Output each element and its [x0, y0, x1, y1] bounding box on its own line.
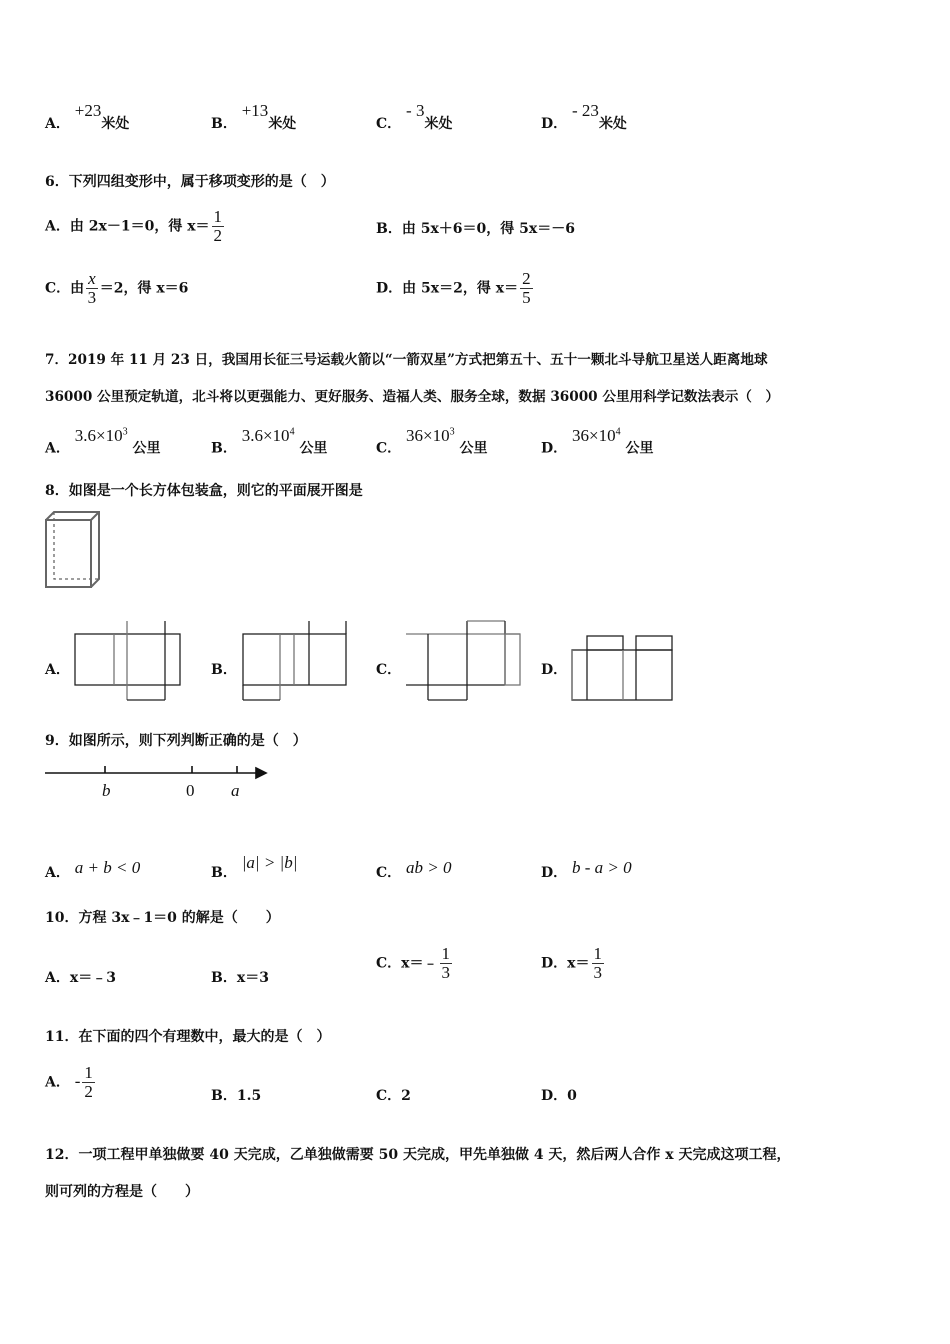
cuboid-figure — [46, 512, 99, 587]
minus-sign: - — [74, 1071, 81, 1091]
option-value: +13 — [241, 101, 269, 120]
numerator: 1 — [441, 944, 451, 963]
option-label: B． — [211, 440, 237, 457]
q9-stem: 9．如图所示，则下列判断正确的是（ ） — [45, 733, 307, 749]
q9-option-b[interactable] — [211, 853, 298, 883]
q11-option-a[interactable] — [45, 1064, 97, 1101]
option-label: D． — [541, 1088, 568, 1104]
q11-option-c[interactable] — [376, 1086, 411, 1106]
arrow-icon — [256, 768, 266, 778]
base: 3.6×10 — [74, 425, 123, 445]
q10-option-a[interactable] — [45, 968, 116, 988]
net-b-label: B． — [211, 662, 237, 678]
option-text: 由 2x－1＝0，得 x＝ — [69, 218, 210, 235]
option-expr: a + b < 0 — [74, 858, 141, 877]
option-text: x＝ — [567, 955, 590, 972]
option-text: 1.5 — [236, 1088, 262, 1104]
q11-option-b[interactable] — [211, 1086, 261, 1106]
option-label: D． — [541, 955, 568, 972]
q9-option-a[interactable] — [45, 858, 141, 883]
q10-stem: 10．方程 3x﹣1＝0 的解是（ ） — [45, 910, 280, 926]
option-text: x＝3 — [236, 970, 269, 986]
option-label: B． — [211, 1088, 237, 1104]
option-unit: 米处 — [598, 116, 627, 132]
option-label: A． — [45, 116, 70, 132]
q12-stem-line2: 则可列的方程是（ ） — [45, 1184, 199, 1200]
option-unit: 公里 — [625, 440, 654, 457]
axis-label-zero: 0 — [186, 781, 195, 800]
option-label: B． — [211, 865, 237, 881]
exponent: 4 — [615, 426, 621, 437]
option-text: 由 — [70, 280, 85, 297]
option-label: A． — [45, 865, 70, 881]
q6-stem: 6．下列四组变形中，属于移项变形的是（ ） — [45, 174, 335, 190]
option-label: D． — [541, 865, 568, 881]
option-label: B． — [376, 221, 402, 237]
option-label: C． — [376, 865, 402, 881]
net-c-figure[interactable] — [406, 621, 520, 700]
axis-label-a: a — [231, 781, 240, 800]
option-label: D． — [376, 280, 403, 297]
q12-stem-line1: 12．一项工程甲单独做要 40 天完成，乙单独做需要 50 天完成，甲先单独做 4 天，然后两人合作 x 天完成这项工程， — [45, 1147, 791, 1163]
number-line — [40, 760, 280, 790]
option-label: B． — [211, 116, 237, 132]
base: 3.6×10 — [241, 425, 290, 445]
option-text: 0 — [567, 1088, 577, 1104]
q10-option-c[interactable] — [376, 945, 454, 982]
option-value: - 3 — [406, 101, 425, 120]
option-text: ＝2，得 x＝6 — [99, 280, 189, 297]
q8-stem: 8．如图是一个长方体包装盒，则它的平面展开图是 — [45, 483, 363, 499]
option-unit: 公里 — [459, 440, 488, 457]
option-label: D． — [541, 116, 568, 132]
option-value: - 23 — [572, 101, 599, 120]
option-label: A． — [45, 970, 70, 986]
option-unit: 米处 — [424, 116, 453, 132]
q11-option-d[interactable] — [541, 1086, 577, 1106]
net-d-label: D． — [541, 662, 568, 678]
option-text: x＝﹣ — [401, 955, 438, 972]
axis-label-b: b — [102, 781, 111, 800]
q10-option-d[interactable] — [541, 945, 606, 982]
q9-option-c[interactable] — [376, 858, 452, 883]
net-d-figure[interactable] — [572, 636, 672, 700]
option-unit: 公里 — [299, 440, 328, 457]
q7-stem-line2: 36000 公里预定轨道，北斗将以更强能力、更好服务、造福人类、服务全球，数据 36000 公里用科学记数法表示（ ） — [45, 389, 780, 405]
option-label: D． — [541, 440, 568, 457]
option-label: C． — [376, 955, 402, 972]
numerator: 2 — [522, 269, 531, 288]
option-expr: b - a > 0 — [572, 858, 632, 877]
option-text: 由 5x＝2，得 x＝ — [402, 280, 519, 297]
numerator: 1 — [213, 207, 223, 226]
option-text: 由 5x＋6＝0，得 5x＝－6 — [401, 221, 575, 237]
q7-stem-line1: 7．2019 年 11 月 23 日，我国用长征三号运载火箭以“一箭双星”方式把第五十、五十一颗北斗导航卫星送人距离地球 — [45, 352, 768, 368]
net-a-label: A． — [45, 662, 70, 678]
exponent: 4 — [289, 426, 295, 437]
option-text: 2 — [401, 1088, 411, 1104]
option-label: C． — [376, 1088, 402, 1104]
net-a-figure[interactable] — [75, 621, 180, 700]
denominator: 2 — [84, 1082, 93, 1101]
option-expr: |a| > |b| — [241, 853, 298, 872]
option-expr: ab > 0 — [406, 858, 452, 877]
option-unit: 米处 — [268, 116, 297, 132]
option-label: A． — [45, 218, 70, 235]
denominator: 2 — [213, 226, 223, 245]
exponent: 3 — [449, 426, 455, 437]
denominator: 5 — [522, 288, 531, 307]
fraction — [440, 945, 453, 982]
numerator: 1 — [593, 944, 602, 963]
fraction — [592, 945, 605, 982]
q11-stem: 11．在下面的四个有理数中，最大的是（ ） — [45, 1029, 331, 1045]
option-unit: 公里 — [132, 440, 161, 457]
option-value: +23 — [74, 101, 102, 120]
base: 36×10 — [572, 425, 616, 445]
q9-option-d[interactable] — [541, 858, 632, 883]
numerator: x — [88, 269, 96, 288]
option-label: A． — [45, 1074, 70, 1091]
option-unit: 米处 — [101, 116, 130, 132]
net-c-label: C． — [376, 662, 402, 678]
option-label: A． — [45, 440, 70, 457]
denominator: 3 — [593, 963, 602, 982]
denominator: 3 — [87, 288, 97, 307]
q10-option-b[interactable] — [211, 968, 269, 988]
net-b-figure[interactable] — [243, 621, 346, 700]
option-label: B． — [211, 970, 237, 986]
option-label: C． — [45, 280, 71, 297]
option-text: x＝﹣3 — [69, 970, 116, 986]
denominator: 3 — [441, 963, 451, 982]
exponent: 3 — [122, 426, 128, 437]
fraction — [82, 1064, 95, 1101]
option-label: C． — [376, 440, 402, 457]
numerator: 1 — [84, 1063, 93, 1082]
base: 36×10 — [406, 425, 450, 445]
option-label: C． — [376, 116, 402, 132]
